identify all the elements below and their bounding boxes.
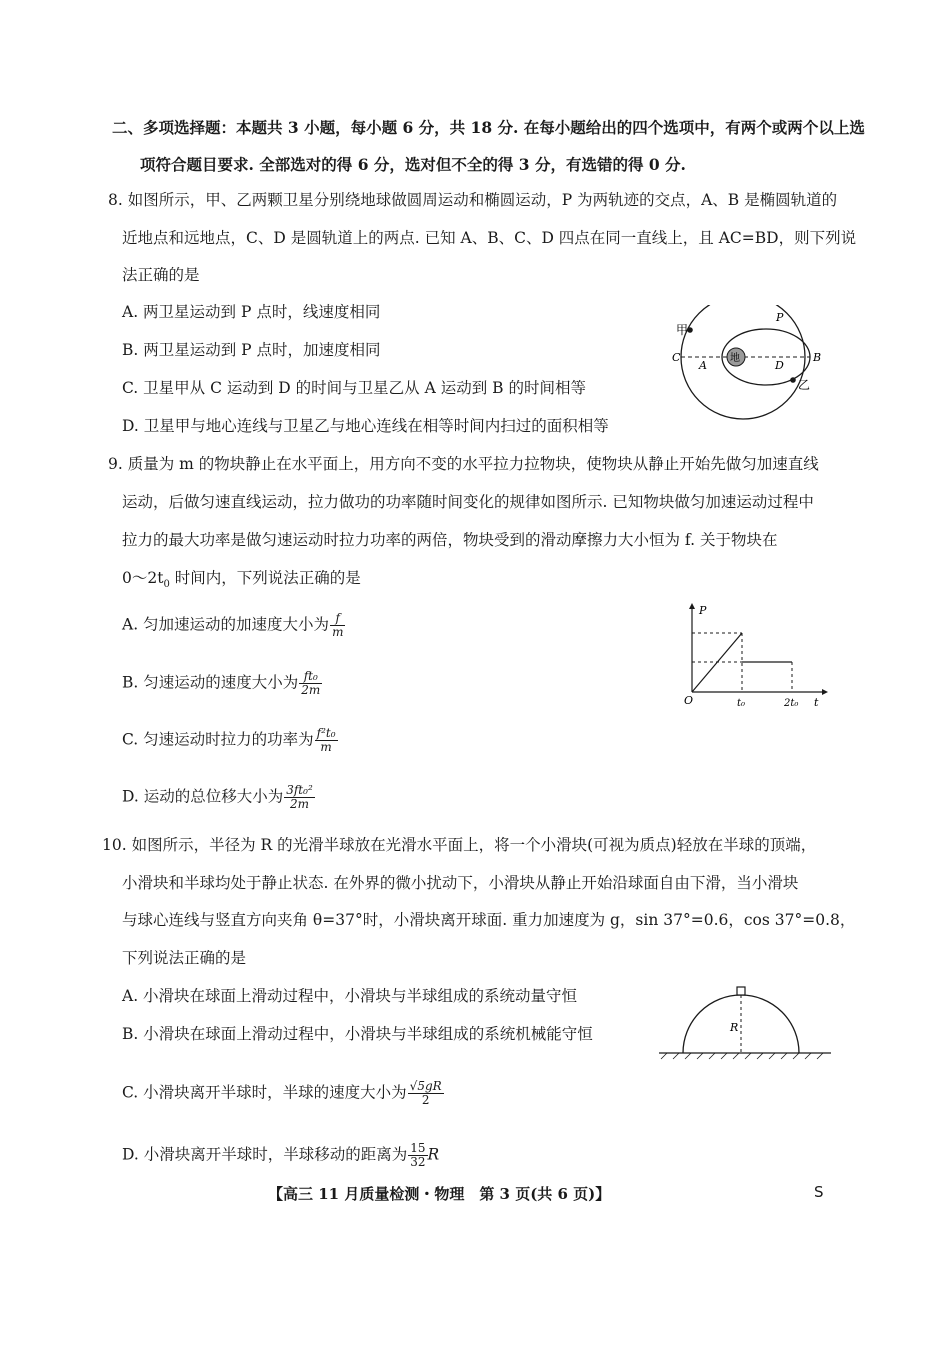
label-B: B (813, 351, 822, 364)
q10-option-d-num: 15 (410, 1141, 426, 1155)
q9-stem-line4 (122, 568, 361, 595)
label-O: O (684, 694, 694, 707)
label-C: C (672, 351, 681, 364)
label-A: A (699, 359, 707, 372)
q9-stem-sub: 0 (163, 579, 170, 591)
q10-option-d (122, 1142, 439, 1169)
q9-stem-line1: 9. 质量为 m 的物块静止在水平面上，用方向不变的水平拉力拉物块，使物块从静止开始先做匀加速直线 (108, 455, 819, 473)
q8-stem-line3: 法正确的是 (122, 266, 200, 284)
q9-option-c-den: m (320, 740, 332, 754)
label-P: P (699, 604, 707, 617)
q10-option-d-text: D. 小滑块离开半球时，半球移动的距离为 (122, 1145, 408, 1164)
q9-option-c-text: C. 匀速运动时拉力的功率为 (122, 730, 314, 749)
q9-option-a-num: f (330, 612, 345, 626)
q8-option-b: B. 两卫星运动到 P 点时，加速度相同 (122, 341, 381, 359)
satellite-yi-dot (790, 377, 796, 383)
earth-label: 地 (730, 353, 740, 364)
q8-orbit-diagram (668, 305, 828, 440)
q10-option-c-den: 2 (421, 1093, 430, 1107)
label-R: R (730, 1021, 739, 1034)
q9-option-a (122, 612, 345, 639)
q9-stem-line2: 运动，后做匀速直线运动，拉力做功的功率随时间变化的规律如图所示. 已知物块做匀加速运动过程中 (122, 493, 814, 511)
q9-option-a-den: m (332, 625, 344, 639)
footer-mark: S (814, 1183, 824, 1201)
label-t0: t₀ (737, 698, 746, 709)
section-header-line1: 二、多项选择题：本题共 3 小题，每小题 6 分，共 18 分. 在每小题给出的四个选项中，有两个或两个以上选 (112, 118, 865, 137)
q9-option-b (122, 670, 322, 697)
q9-option-d-den: 2m (289, 797, 309, 811)
q10-option-d-tail: R (427, 1145, 440, 1164)
q9-stem-line3: 拉力的最大功率是做匀速运动时拉力功率的两倍，物块受到的滑动摩擦力大小恒为 f. 关于物块在 (122, 531, 778, 549)
q10-stem-line1: 10. 如图所示，半径为 R 的光滑半球放在光滑水平面上，将一个小滑块(可视为质点)轻放在半球的顶端， (102, 836, 817, 854)
q10-option-b: B. 小滑块在球面上滑动过程中，小滑块与半球组成的系统机械能守恒 (122, 1025, 593, 1043)
label-yi: 乙 (798, 378, 811, 392)
q10-stem-line3: 与球心连线与竖直方向夹角 θ=37°时，小滑块离开球面. 重力加速度为 g，sin 37°=0.6，cos 37°=0.8， (122, 911, 856, 929)
q10-option-c-text: C. 小滑块离开半球时，半球的速度大小为 (122, 1083, 407, 1102)
p-axis-arrow-icon (689, 603, 695, 609)
satellite-jia-dot (687, 327, 693, 333)
q10-option-a: A. 小滑块在球面上滑动过程中，小滑块与半球组成的系统动量守恒 (122, 987, 578, 1005)
page-footer: 【高三 11 月质量检测・物理 第 3 页(共 6 页)】 (268, 1185, 611, 1203)
q9-option-c-num: f²t₀ (316, 726, 336, 740)
section-header-line2: 项符合题目要求. 全部选对的得 6 分，选对但不全的得 3 分，有选错的得 0 分. (140, 155, 686, 174)
label-jia: 甲 (676, 323, 689, 337)
label-2t0: 2t₀ (784, 698, 799, 709)
q8-option-c: C. 卫星甲从 C 运动到 D 的时间与卫星乙从 A 运动到 B 的时间相等 (122, 379, 586, 397)
q9-option-a-text: A. 匀加速运动的加速度大小为 (122, 615, 330, 634)
q10-hemisphere-diagram (655, 980, 835, 1060)
q9-power-time-graph (680, 600, 830, 715)
q10-stem-line2: 小滑块和半球均处于静止状态. 在外界的微小扰动下，小滑块从静止开始沿球面自由下滑，当小滑块 (122, 874, 799, 892)
q9-option-c (122, 727, 338, 754)
label-P: P (776, 311, 784, 324)
q8-stem-line1: 8. 如图所示，甲、乙两颗卫星分别绕地球做圆周运动和椭圆运动，P 为两轨迹的交点，A、B 是椭圆轨道的 (108, 191, 838, 209)
q10-option-c-num: √5gR (409, 1079, 442, 1093)
q8-option-d: D. 卫星甲与地心连线与卫星乙与地心连线在相等时间内扫过的面积相等 (122, 417, 609, 435)
q10-stem-line4: 下列说法正确的是 (122, 949, 247, 967)
q9-option-b-text: B. 匀速运动的速度大小为 (122, 673, 299, 692)
ground-hatching (661, 1053, 823, 1059)
label-t: t (814, 696, 819, 709)
q10-option-d-den: 32 (410, 1155, 426, 1169)
q9-option-d (122, 784, 315, 811)
q8-option-a: A. 两卫星运动到 P 点时，线速度相同 (122, 303, 381, 321)
q8-stem-line2: 近地点和远地点，C、D 是圆轨道上的两点. 已知 A、B、C、D 四点在同一直线上，且 AC=BD，则下列说 (122, 229, 857, 247)
q9-option-d-text: D. 运动的总位移大小为 (122, 787, 284, 806)
q9-stem-range: 0～2t (122, 569, 164, 587)
q9-option-b-den: 2m (301, 683, 321, 697)
q9-stem-tail: 时间内，下列说法正确的是 (169, 569, 361, 587)
t-axis-arrow-icon (822, 689, 828, 695)
q10-option-c (122, 1080, 444, 1107)
slider-block-icon (737, 987, 745, 995)
q9-option-d-num: 3ft₀² (286, 783, 313, 797)
q9-option-b-num: ft₀ (299, 670, 322, 684)
label-D: D (775, 359, 784, 372)
